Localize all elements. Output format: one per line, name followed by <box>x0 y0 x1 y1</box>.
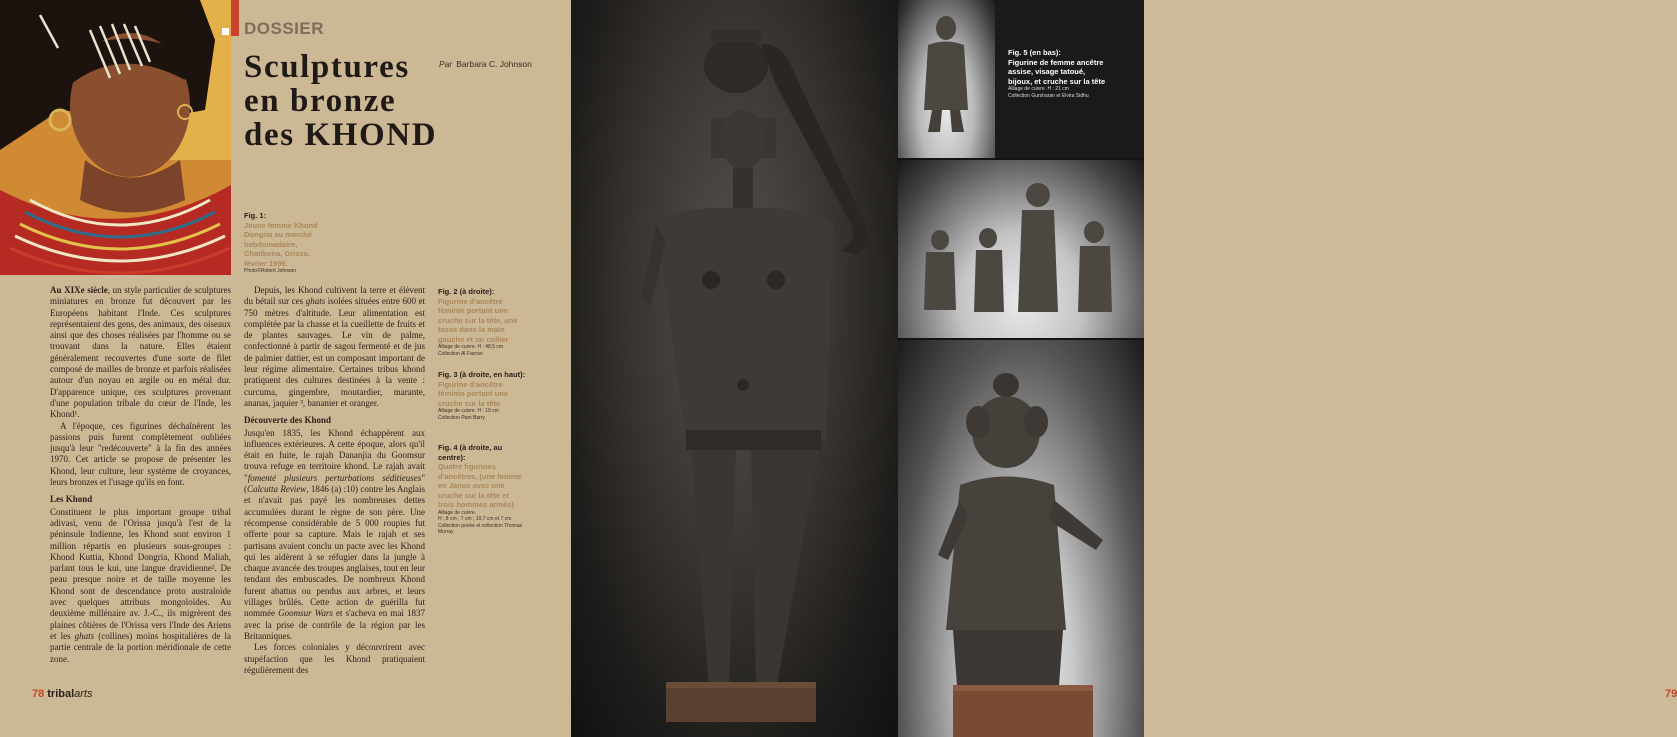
fig3-photo-seated-woman <box>898 340 1144 737</box>
col2-paragraph-3: Les forces coloniales y découvrirent avec stupéfaction que les Khond pratiquaient régulièrement des <box>244 642 425 675</box>
col1-lead: Au XIXe siècle <box>50 285 108 295</box>
four-figurines-illustration <box>898 160 1144 338</box>
page-number-left: 78 <box>32 688 45 700</box>
col2-p2-text-d: et s'acheva en mai 1837 avec la prise de contrôle de la région par les Britanniques. <box>244 608 425 641</box>
title-line-3: des KHOND <box>244 117 438 153</box>
col2-paragraph-2 <box>244 428 425 643</box>
col1-p3-text-b: (collines) moins hospitalières de la partie centrale de la portion méridionale de cette zone. <box>50 630 231 664</box>
photo-khond-woman <box>0 0 231 275</box>
title-line-2: en bronze <box>244 83 397 119</box>
fig2-label: Fig. 2 (à droite): <box>438 287 495 296</box>
left-page <box>0 0 571 737</box>
col1-p3-em: ghats <box>74 630 95 641</box>
col2-p2-em2: Calcutta Review <box>247 484 307 495</box>
fig3-credit: Collection Pam Barry <box>438 414 485 421</box>
fig3-desc: Figurine d'ancêtre féminin portant une cruche sur la tête <box>438 379 508 408</box>
col2-p1-text-a: Depuis, les Khond cultivent la terre et élèvent du bétail sur ces <box>244 285 425 307</box>
col2-subheading: Découverte des Khond <box>244 415 331 426</box>
byline-author: Barbara C. Johnson <box>456 59 532 69</box>
folio-left <box>32 688 93 700</box>
article-title <box>244 50 444 152</box>
col1-paragraph-1 <box>50 285 231 421</box>
fig4-detail1: Alliage de cuivre. <box>438 509 477 516</box>
dossier-accent-bar <box>231 0 239 36</box>
col2-p2-em1: fomenté plusieurs perturbations séditieuses <box>247 472 422 483</box>
small-figure-illustration <box>898 0 995 158</box>
col2-p2-text-b: " ( <box>244 472 425 495</box>
fig2-credit: Collection Al Farrow <box>438 350 483 357</box>
fig3-detail: Alliage de cuivre. H : 10 cm <box>438 408 499 414</box>
fig2-photo-female-figure <box>571 0 898 737</box>
col1-p1-text: , un style particulier de sculptures miniatures en bronze fut découvert par les Européens habitant l'Inde. Ces sculptures représentaient des gens, des animaux, des oiseaux ainsi que des choses réalisées par l'homme ou se trouvant dans la nature. Elles étaient généralement recouvertes d'une sorte de filet composé de mailles de bronze et parfois réalisées autour d'un noyau en argile ou en métal dur. D'apparence unique, ces sculptures provenant d'une population tribale du cœur de l'Inde, les Khond¹. <box>50 285 231 420</box>
col2-p2-em3: Goomsur Wars <box>278 608 333 619</box>
col1-paragraph-3 <box>50 507 231 665</box>
fig2-detail: Alliage de cuivre. H : 48,5 cm <box>438 344 504 350</box>
byline <box>439 59 532 69</box>
fig5-desc: Figurine de femme ancêtre assise, visage tatoué, bijoux, et cruche sur la tête <box>1008 57 1106 86</box>
fig1-desc: Jeune femme Khond Dongria au marché hebdomadaire, Chatikona, Orissa, février 1999. <box>244 220 318 268</box>
fig4-credit: Collection privée et collection Thomas Murray <box>438 522 523 535</box>
dossier-square-mark <box>222 28 229 35</box>
fig5-photo-seated-figure <box>898 0 995 158</box>
fig1-credit: Photo©Robert Johnson <box>244 268 297 274</box>
col2-p1-em: ghats <box>305 296 326 307</box>
woman-portrait-illustration <box>0 0 231 275</box>
fig1-caption <box>244 211 334 275</box>
fig5-detail: Alliage de cuivre. H : 21 cm <box>1008 86 1069 92</box>
fig5-credit: Collection Gursharan et Elvira Sidhu <box>1008 92 1089 99</box>
right-page <box>571 0 1677 737</box>
fig2-caption <box>438 287 526 357</box>
brand-tribal: tribal <box>47 688 75 700</box>
fig3-caption <box>438 370 526 421</box>
col1-p3-text-a: Constituent le plus important groupe tribal adivasi, venu de l'Orissa jusqu'à l'est de la péninsule Indienne, les Khond sont environ 1 million répartis en plusieurs sous-groupes : Khond Kuttia, Khond Dongria, Khond Maliah, parlant tous le kui, une langue dravidienne². De peau presque noire et de taille moyenne les Khond sont de descendance proto australoïde avec quelques attributs mongoloïdes. Au deuxième millénaire av. J.-C., ils migrèrent des plaines côtières de l'Orissa vers l'Inde des Ariens et les <box>50 506 231 641</box>
col1-subheading: Les Khond <box>50 494 93 505</box>
fig5-caption <box>1008 48 1108 99</box>
col1-paragraph-2: A l'époque, ces figurines déchaînèrent les passions puis furent complètement oubliées jusqu'à leur "redécouverte" à la fin des années 1970. Cet article se propose de présenter les Khond, leur culture, leur système de croyances, leurs bronzes et l'usage qu'ils en font. <box>50 420 231 488</box>
fig3-label: Fig. 3 (à droite, en haut): <box>438 370 526 379</box>
fig2-desc: Figurine d'ancêtre féminin portant une cruche sur la tête, une tasse dans la main gauche et un collier <box>438 296 518 344</box>
section-label: DOSSIER <box>244 19 325 38</box>
brand-arts: arts <box>74 688 93 700</box>
fig4-photo-four-figurines <box>898 160 1144 338</box>
col2-p2-text-c: , 1846 (a) :10) contre les Anglais et n'avait pas payé les nombreuses dettes accumulées durant le règne de son père. Une récompense considérable de 5 000 roupies fut offerte pour sa capture. Mais le rajah et ses partisans avaient conclu un pacte avec les Khond qui les aidèrent à se réfugier dans la jungle à chaque avancée des troupes anglaises, tout en leur tendant des embuscades. De nombreux Khond furent abattus ou pendus aux arbres, et leurs villages brûlés. Cette action de guérilla fut nommée <box>244 484 425 619</box>
page-number-right: 79 <box>1665 688 1677 700</box>
fig1-label: Fig. 1: <box>244 211 267 220</box>
text-column-2 <box>244 285 425 675</box>
byline-prefix: Par <box>439 59 453 69</box>
fig4-desc: Quatre figurines d'ancêtres, (une femme en Janus avec une cruche sur la tête et trois hommes armés) <box>438 462 522 509</box>
col2-p2-text-a: Jusqu'en 1835, les Khond échappèrent aux influences extérieures. A cette époque, alors qu'il était en fuite, le rajah Dananjia du Goomsur trouva refuge en territoire khond. Le rajah avait " <box>244 427 425 483</box>
fig5-label: Fig. 5 (en bas): <box>1008 48 1061 57</box>
col2-paragraph-1 <box>244 285 425 409</box>
seated-woman-illustration <box>898 340 1144 737</box>
fig4-caption <box>438 443 526 536</box>
text-column-1 <box>50 285 231 665</box>
title-line-1: Sculptures <box>244 49 410 85</box>
col2-p1-text-b: isolées situées entre 600 et 750 mètres d'altitude. Leur alimentation est complétée par la chasse et la cueillette de fruits et de plantes sauvages. Le vin de palme, confectionné à partir de sagou fermenté et de jus de palmier dattier, est un composant important de leur régime alimentaire. Certaines tribus khond pratiquent des cultures destinées à la vente : curcuma, gingembre, moutardier, marante, ananas, jaquier ³, bananier et oranger. <box>244 296 425 408</box>
bronze-figure-illustration <box>571 0 898 737</box>
fig4-detail2: H : 8 cm ; 7 cm ; 10,7 cm et 7 cm <box>438 516 512 522</box>
fig4-label: Fig. 4 (à droite, au centre): <box>438 443 503 462</box>
